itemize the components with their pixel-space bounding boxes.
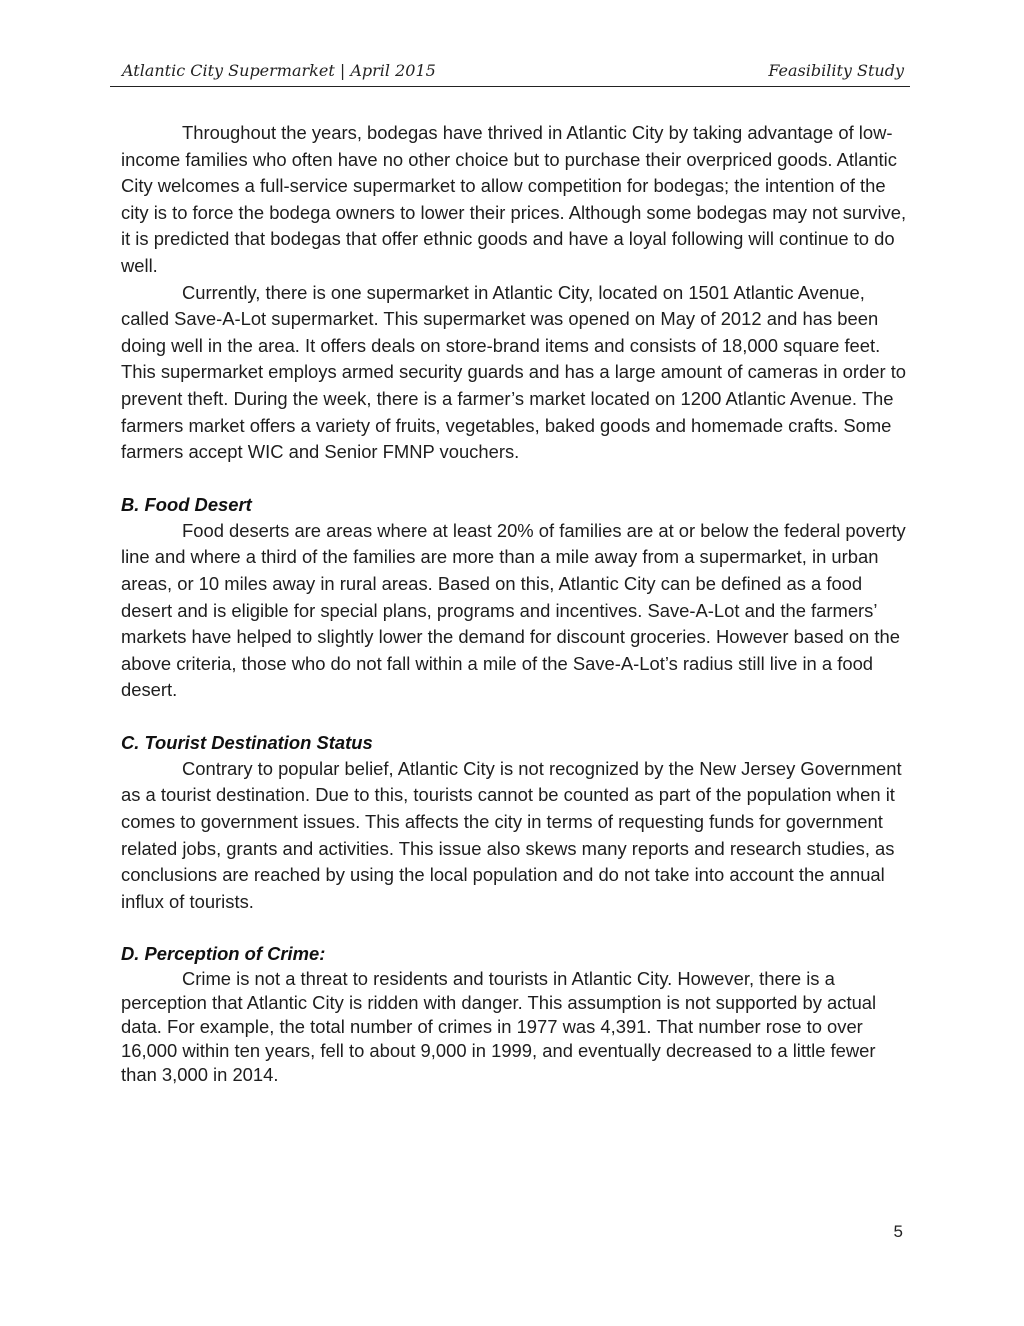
paragraph-tourist-destination: Contrary to popular belief, Atlantic City is not recognized by the New Jersey Government as a tourist destination. Due to this, tourists cannot be counted as part of the population when it comes to government issues. This affects the city in terms of requesting funds for government related jobs, grants and activities. This issue also skews many reports and research studies, as conclusions are reached by using the local population and do not take into account the annual influx of tourists.: [121, 757, 902, 912]
header-title: Atlantic City Supermarket | April 2015: [122, 61, 436, 80]
section-heading-tourist-destination: C. Tourist Destination Status: [121, 731, 373, 753]
section-heading-perception-of-crime: D. Perception of Crime:: [121, 943, 326, 965]
section-heading-food-desert: B. Food Desert: [121, 493, 252, 515]
header-document-type: Feasibility Study: [768, 61, 904, 80]
paragraph-supermarket: Currently, there is one supermarket in Atlantic City, located on 1501 Atlantic Avenue, called Save-A-Lot supermarket. This supermarket was opened on May of 2012 and has been doing well in the area. It offers deals on store-brand items and consists of 18,000 square feet. This supermarket employs armed security guards and has a large amount of cameras in order to prevent theft. During the week, there is a farmer’s market located on 1200 Atlantic Avenue. The farmers market offers a variety of fruits, vegetables, baked goods and homemade crafts. Some farmers accept WIC and Senior FMNP vouchers.: [121, 281, 907, 463]
paragraph-food-desert: Food deserts are areas where at least 20% of families are at or below the federal poverty line and where a third of the families are more than a mile away from a supermarket, in urban areas, or 10 miles away in rural areas. Based on this, Atlantic City can be defined as a food desert and is eligible for special plans, programs and incentives. Save-A-Lot and the farmers’ markets have helped to slightly lower the demand for discount groceries. However based on the above criteria, those who do not fall within a mile of the Save-A-Lot’s radius still live in a food desert.: [121, 519, 906, 701]
page-header: [110, 58, 910, 87]
paragraph-bodegas: Throughout the years, bodegas have thrived in Atlantic City by taking advantage of low-income families who often have no other choice but to purchase their overpriced goods. Atlantic City welcomes a full-service supermarket to allow competition for bodegas; the intention of the city is to force the bodega owners to lower their prices. Although some bodegas may not survive, it is predicted that bodegas that offer ethnic goods and have a loyal following will continue to do well.: [121, 122, 907, 276]
page-body: [121, 120, 911, 1086]
page-number: 5: [893, 1222, 903, 1241]
paragraph-perception-of-crime: Crime is not a threat to residents and tourists in Atlantic City. However, there is a perception that Atlantic City is ridden with danger. This assumption is not supported by actual data. For example, the total number of crimes in 1977 was 4,391. That number rose to over 16,000 within ten years, fell to about 9,000 in 1999, and eventually decreased to a little fewer than 3,000 in 2014.: [121, 968, 877, 1085]
